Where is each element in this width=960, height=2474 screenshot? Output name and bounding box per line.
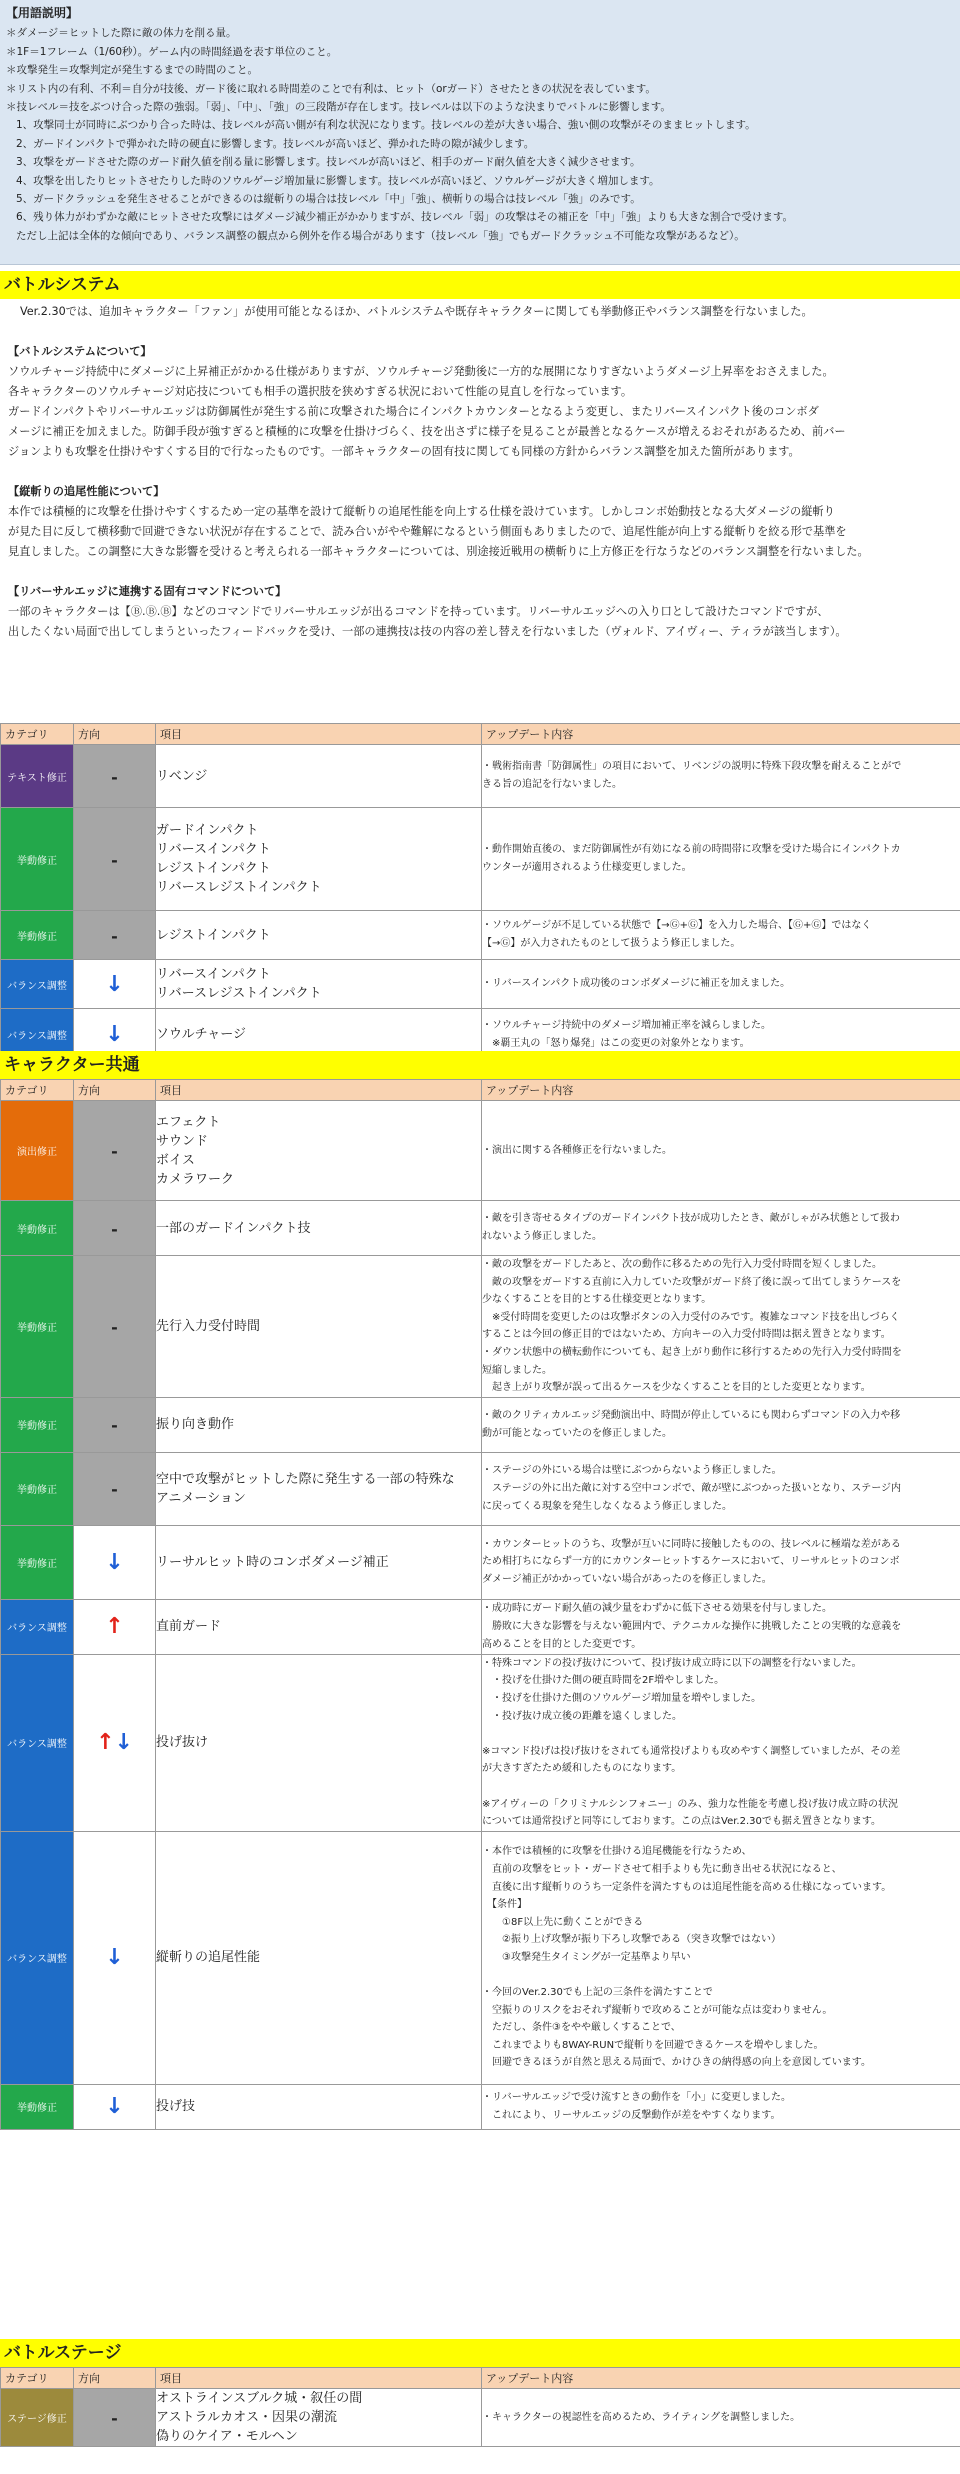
update-content-cell: [482, 1452, 960, 1525]
item-line: 投げ抜け: [156, 1735, 209, 1751]
direction-cell: [74, 1654, 156, 1831]
item-cell: [156, 808, 482, 911]
item-cell: [156, 1525, 482, 1599]
content-line: きる旨の追記を行ないました。: [482, 779, 622, 790]
item-cell: [156, 1654, 482, 1831]
content-line: ・敵を引き寄せるタイプのガードインパクト技が成功したとき、敵がしゃがみ状態として扱わ: [482, 1213, 900, 1225]
category-cell: 挙動修正: [1, 2084, 74, 2129]
header-item: 項目: [156, 2368, 482, 2389]
content-line: ・敵のクリティカルエッジ発動演出中、時間が停止しているにも関わらずコマンドの入力や移: [482, 1410, 901, 1422]
content-line: これまでよりも8WAY-RUNで縦斬りを回避できるケースを増やしました。: [482, 2039, 824, 2051]
table-row: [1, 1452, 960, 1525]
direction-cell: [74, 1101, 156, 1201]
item-line: リバースインパクト: [156, 967, 271, 982]
content-line: ため相打ちにならず一方的にカウンターヒットするケースにおいて、リーサルヒットのコンボ: [482, 1556, 900, 1568]
content-line: ・ソウルゲージが不足している状態で【→Ⓖ+Ⓖ】を入力した場合、【Ⓖ+Ⓖ】ではなく: [482, 920, 872, 932]
direction-cell: [74, 745, 156, 808]
battle-stage-table: [0, 2367, 960, 2447]
content-line: ・リバースインパクト成功後のコンボダメージに補正を加えました。: [482, 978, 791, 990]
header-direction: 方向: [74, 2368, 156, 2389]
prose-line: 出したくない局面で出してしまうといったフィードバックを受け、一部の連携技は技の内容の差し替えを行ないました（ヴォルド、アイヴィー、ティラが該当します）。: [8, 625, 847, 638]
glossary-line: 3、攻撃をガードさせた際のガード耐久値を削る量に影響します。技レベルが高いほど、相手のガード耐久値を大きく減少させます。: [16, 156, 641, 169]
dash-icon: -: [111, 926, 118, 946]
update-content-cell: [482, 808, 960, 911]
reversal-commands-text: [8, 602, 952, 642]
down-arrow-icon: ↓: [105, 2094, 124, 2120]
content-line: ただし、条件③をやや厳しくすることで、: [482, 2022, 681, 2034]
content-line: ①8F以上先に動くことができる: [482, 1916, 644, 1928]
item-line: 振り向き動作: [156, 1417, 235, 1433]
content-line: することは今回の修正目的ではないため、方向キーの入力受付時間は据え置きとなります。: [482, 1329, 891, 1341]
category-cell: 挙動修正: [1, 1525, 74, 1599]
content-line: ・投げを仕掛けた側の硬直時間を2F増やしました。: [482, 1675, 725, 1687]
content-line: ②振り上げ攻撃が振り下ろし攻撃である（突き攻撃ではない）: [482, 1934, 781, 1946]
table-row: [1, 960, 960, 1009]
content-line: 【→Ⓖ】が入力されたものとして扱うよう修正しました。: [482, 938, 741, 949]
glossary-title: 【用語説明】: [6, 6, 79, 20]
direction-cell: [74, 1831, 156, 2084]
item-cell: [156, 1201, 482, 1256]
content-line: ・キャラクターの視認性を高めるため、ライティングを調整しました。: [482, 2411, 801, 2423]
table-row: [1, 911, 960, 960]
update-content-cell: [482, 1101, 960, 1201]
table-row: [1, 1101, 960, 1201]
direction-cell: [74, 911, 156, 960]
update-content-cell: [482, 1599, 960, 1654]
item-line: レジストインパクト: [156, 861, 271, 876]
item-line: リベンジ: [156, 768, 208, 784]
header-item: 項目: [156, 724, 482, 745]
item-line: 偽りのケイア・モルヘン: [156, 2429, 298, 2444]
glossary-line: 1、攻撃同士が同時にぶつかり合った時は、技レベルが高い側が有利な状況になります。技レベルの差が大きい場合、強い側の攻撃がそのままヒットします。: [16, 119, 756, 132]
battle-system-table: [0, 723, 960, 1061]
content-line: れないよう修正しました。: [482, 1231, 602, 1242]
content-line: 高めることを目的とした変更です。: [482, 1638, 642, 1650]
table-row: [1, 1525, 960, 1599]
category-cell: ステージ修正: [1, 2389, 74, 2447]
down-arrow-icon: ↓: [105, 1022, 124, 1047]
item-line: 投げ技: [156, 2099, 196, 2115]
up-down-arrows-icon: [96, 1730, 133, 1755]
item-cell: [156, 2389, 482, 2447]
content-line: [482, 1778, 960, 1796]
table-row: [1, 1201, 960, 1256]
item-line: リバースレジストインパクト: [156, 880, 322, 895]
content-line: ・ダウン状態中の横転動作についても、起き上がり動作に移行するための先行入力受付時間を: [482, 1346, 902, 1358]
content-line: ※アイヴィーの「クリミナルシンフォニー」のみ、強力な性能を考慮し投げ抜け成立時の状況: [482, 1798, 898, 1810]
header-category: カテゴリ: [1, 1080, 74, 1101]
direction-cell: [74, 960, 156, 1009]
update-content-cell: [482, 960, 960, 1009]
item-cell: [156, 1256, 482, 1398]
direction-cell: [74, 1397, 156, 1452]
down-arrow-icon: ↓: [114, 1730, 133, 1756]
update-content-cell: [482, 1397, 960, 1452]
item-line: アニメーション: [156, 1490, 246, 1506]
item-line: 一部のガードインパクト技: [156, 1220, 311, 1236]
item-cell: [156, 960, 482, 1009]
content-line: 空振りのリスクをおそれず縦斬りで攻めることが可能な点は変わりません。: [482, 2004, 833, 2016]
dash-icon: -: [111, 1416, 118, 1436]
category-cell: 挙動修正: [1, 1452, 74, 1525]
direction-cell: [74, 1452, 156, 1525]
content-line: ・ソウルチャージ持続中のダメージ増加補正率を減らしました。: [482, 1019, 771, 1031]
update-content-cell: [482, 1256, 960, 1398]
category-cell: 挙動修正: [1, 1397, 74, 1452]
item-line: 直前ガード: [156, 1619, 222, 1635]
table-row: [1, 808, 960, 911]
header-direction: 方向: [74, 724, 156, 745]
table-row: [1, 745, 960, 808]
item-cell: [156, 1599, 482, 1654]
item-cell: [156, 1101, 482, 1201]
glossary-lines: [6, 24, 954, 245]
category-cell: バランス調整: [1, 1009, 74, 1061]
content-line: 【条件】: [482, 1899, 527, 1911]
battle-system-intro: Ver.2.30では、追加キャラクター「ファン」が使用可能となるほか、バトルシステムや既存キャラクターに関しても挙動修正やバランス調整を行ないました。: [20, 305, 813, 318]
update-content-cell: [482, 1525, 960, 1599]
item-line: リバースインパクト: [156, 842, 271, 857]
update-content-cell: [482, 745, 960, 808]
section-character-common: キャラクター共通: [0, 1051, 960, 1079]
item-line: リーサルヒット時のコンボダメージ補正: [156, 1554, 389, 1570]
content-line: ・演出に関する各種修正を行ないました。: [482, 1144, 672, 1156]
table-row: [1, 1397, 960, 1452]
glossary-line: 4、攻撃を出したりヒットさせたりした時のソウルゲージ増加量に影響します。技レベルが高いほど、ソウルゲージが大きく増加します。: [16, 174, 660, 187]
dash-icon: -: [111, 767, 118, 787]
glossary-line: 5、ガードクラッシュを発生させることができるのは縦斬りの場合は技レベル「中」「強」、横斬りの場合は技レベル「強」のみです。: [16, 193, 641, 206]
glossary-line: ただし上記は全体的な傾向であり、バランス調整の観点から例外を作る場合があります（技レベル「強」でもガードクラッシュ不可能な攻撃があるなど）。: [16, 229, 745, 242]
content-line: ※受付時間を変更したのは攻撃ボタンの入力受付のみです。複雑なコマンド技を出しづらく: [482, 1311, 900, 1323]
update-content-cell: [482, 911, 960, 960]
content-line: 短縮しました。: [482, 1364, 552, 1376]
content-line: [482, 1966, 960, 1984]
category-cell: 挙動修正: [1, 808, 74, 911]
content-line: ・リバーサルエッジで受け流すときの動作を「小」に変更しました。: [482, 2092, 791, 2104]
header-direction: 方向: [74, 1080, 156, 1101]
content-line: 少なくすることを目的とする仕様変更となります。: [482, 1294, 712, 1306]
content-line: 敵の攻撃をガードする直前に入力していた攻撃がガード終了後に誤って出てしまうケースを: [482, 1276, 902, 1288]
direction-cell: [74, 1201, 156, 1256]
item-line: ガードインパクト: [156, 823, 259, 838]
content-line: ・カウンターヒットのうち、攻撃が互いに同時に接触したものの、技レベルに極端な差がある: [482, 1538, 901, 1550]
content-line: 動が可能となっていたのを修正しました。: [482, 1427, 672, 1439]
up-arrow-icon: ↑: [105, 1614, 124, 1640]
vertical-tracking-heading: 【縦斬りの追尾性能について】: [8, 485, 165, 498]
item-line: リバースレジストインパクト: [156, 986, 322, 1001]
content-line: ・ステージの外にいる場合は壁にぶつからないよう修正しました。: [482, 1465, 782, 1477]
category-cell: 演出修正: [1, 1101, 74, 1201]
glossary-panel: [0, 0, 960, 265]
prose-line: が見た目に反して横移動で回避できない状況が存在することで、読み合いがやや難解になるという側面もありましたので、追尾性能が向上する縦斬りを絞る形で基準を: [8, 525, 847, 538]
category-cell: 挙動修正: [1, 911, 74, 960]
category-cell: バランス調整: [1, 1831, 74, 2084]
content-line: ・特殊コマンドの投げ抜けについて、投げ抜け成立時に以下の調整を行ないました。: [482, 1657, 862, 1669]
direction-cell: [74, 808, 156, 911]
update-content-cell: [482, 2389, 960, 2447]
dash-icon: -: [111, 2409, 118, 2428]
table-row: [1, 1599, 960, 1654]
table-row: [1, 2084, 960, 2129]
header-content: アップデート内容: [482, 2368, 960, 2389]
header-category: カテゴリ: [1, 724, 74, 745]
content-line: については通常投げと同等にしております。この点はVer.2.30でも据え置きとなります。: [482, 1816, 882, 1828]
content-line: ・投げ抜け成立後の距離を遠くしました。: [482, 1710, 682, 1722]
vertical-tracking-text: [8, 502, 952, 562]
direction-cell: [74, 1525, 156, 1599]
content-line: [482, 1725, 960, 1743]
about-battle-system-text: [8, 362, 952, 462]
up-arrow-icon: ↑: [96, 1730, 115, 1756]
content-line: ・本作では積極的に攻撃を仕掛ける追尾機能を行なうため、: [482, 1846, 752, 1858]
prose-line: 各キャラクターのソウルチャージ対応技についても相手の選択肢を狭めすぎる状況において性能の見直しを行なっています。: [8, 385, 633, 398]
content-line: ・戦術指南書「防御属性」の項目において、リベンジの説明に特殊下段攻撃を耐えることがで: [482, 761, 902, 773]
table-row: [1, 1654, 960, 1831]
item-line: 縦斬りの追尾性能: [156, 1950, 261, 1966]
prose-line: ガードインパクトやリバーサルエッジは防御属性が発生する前に攻撃された場合にインパクトカウンターとなるよう変更し、またリバースインパクト後のコンボダ: [8, 405, 819, 418]
item-cell: [156, 745, 482, 808]
content-line: ・成功時にガード耐久値の減少量をわずかに低下させる効果を付与しました。: [482, 1603, 832, 1615]
content-line: 回避できるほうが自然と思える局面で、かけひきの納得感の向上を意図しています。: [482, 2057, 871, 2069]
header-content: アップデート内容: [482, 1080, 960, 1101]
glossary-line: ＊ダメージ＝ヒットした際に敵の体力を削る量。: [6, 27, 237, 40]
dash-icon: -: [111, 1219, 118, 1239]
prose-line: ジョンよりも攻撃を仕掛けやすくする目的で行なったものです。一部キャラクターの固有技に関しても同様の方針からバランス調整を加えた箇所があります。: [8, 445, 800, 458]
character-common-table: [0, 1079, 960, 2130]
prose-line: メージに補正を加えました。防御手段が強すぎると積極的に攻撃を仕掛けづらく、技を出さずに様子を見ることが最善となるケースが増えるおそれがあるため、前バー: [8, 425, 846, 438]
category-cell: 挙動修正: [1, 1201, 74, 1256]
content-line: ステージの外に出た敵に対する空中コンボで、敵が壁にぶつかった扱いとなり、ステージ内: [482, 1482, 901, 1494]
content-line: ダメージ補正がかかっていない場合があったのを修正しました。: [482, 1574, 772, 1586]
direction-cell: [74, 2084, 156, 2129]
direction-cell: [74, 2389, 156, 2447]
content-line: ・敵の攻撃をガードしたあと、次の動作に移るための先行入力受付時間を短くしました。: [482, 1259, 882, 1270]
dash-icon: -: [111, 1142, 118, 1161]
content-line: ・投げを仕掛けた側のソウルゲージ増加量を増やしました。: [482, 1692, 762, 1704]
glossary-line: 6、残り体力がわずかな敵にヒットさせた攻撃にはダメージ減少補正がかかりますが、技レベル「弱」の攻撃はその補正を「中」「強」よりも大きな割合で受けます。: [16, 211, 794, 224]
content-line: に戻ってくる現象を発生しなくなるよう修正しました。: [482, 1500, 732, 1512]
table-row: [1, 1256, 960, 1398]
section-battle-system: バトルシステム: [0, 271, 960, 299]
update-content-cell: [482, 1654, 960, 1831]
header-category: カテゴリ: [1, 2368, 74, 2389]
prose-line: 一部のキャラクターは【Ⓑ.Ⓑ.Ⓑ】などのコマンドでリバーサルエッジが出るコマンドを持っています。リバーサルエッジへの入り口として設けたコマンドですが、: [8, 605, 829, 618]
glossary-line: ＊リスト内の有利、不利＝自分が技後、ガード後に取れる時間差のことで有利は、ヒット（orガード）させたときの状況を表しています。: [6, 82, 656, 95]
about-battle-system-heading: 【バトルシステムについて】: [8, 345, 152, 358]
item-line: エフェクト: [156, 1114, 221, 1130]
prose-line: 見直しました。この調整に大きな影響を受けると考えられる一部キャラクターについては、別途接近戦用の横斬りに上方修正を行なうなどのバランス調整を行ないました。: [8, 545, 869, 558]
header-item: 項目: [156, 1080, 482, 1101]
item-cell: [156, 1397, 482, 1452]
content-line: 直前の攻撃をヒット・ガードさせて相手よりも先に動き出せる状況になると、: [482, 1863, 842, 1875]
update-content-cell: [482, 2084, 960, 2129]
item-cell: [156, 911, 482, 960]
glossary-line: ＊技レベル＝技をぶつけ合った際の強弱。「弱」、「中」、「強」の三段階が存在します。技レベルは以下のような決まりでバトルに影響します。: [6, 101, 671, 114]
item-line: レジストインパクト: [156, 927, 271, 943]
item-line: 先行入力受付時間: [156, 1318, 261, 1334]
dash-icon: -: [111, 1317, 118, 1337]
content-line: ③攻撃発生タイミングが一定基準より早い: [482, 1951, 691, 1963]
glossary-line: ＊攻撃発生＝攻撃判定が発生するまでの時間のこと。: [6, 64, 258, 77]
prose-line: 本作では積極的に攻撃を仕掛けやすくするため一定の基準を設けて縦斬りの追尾性能を向上する仕様を設けています。しかしコンボ始動技となる大ダメージの縦斬り: [8, 505, 835, 518]
item-line: ソウルチャージ: [156, 1027, 246, 1042]
category-cell: バランス調整: [1, 1599, 74, 1654]
item-line: ボイス: [156, 1152, 195, 1168]
item-cell: [156, 2084, 482, 2129]
dash-icon: -: [111, 850, 118, 870]
item-cell: [156, 1831, 482, 2084]
item-cell: [156, 1452, 482, 1525]
item-line: カメラワーク: [156, 1171, 235, 1187]
update-content-cell: [482, 1201, 960, 1256]
dash-icon: -: [111, 1480, 118, 1500]
category-cell: バランス調整: [1, 960, 74, 1009]
item-line: 空中で攻撃がヒットした際に発生する一部の特殊な: [156, 1471, 455, 1487]
glossary-line: ＊1F＝1フレーム（1/60秒）。ゲーム内の時間経過を表す単位のこと。: [6, 45, 338, 58]
down-arrow-icon: ↓: [105, 1945, 124, 1971]
item-line: オストラインスブルク城・叙任の間: [156, 2391, 363, 2406]
down-arrow-icon: ↓: [105, 971, 124, 997]
table-row: [1, 1831, 960, 2084]
content-line: 勝敗に大きな影響を与えない範囲内で、テクニカルな操作に挑戦したことの実戦的な意義を: [482, 1620, 902, 1632]
content-line: ・動作開始直後の、まだ防御属性が有効になる前の時間帯に攻撃を受けた場合にインパクトカ: [482, 844, 901, 856]
glossary-line: 2、ガードインパクトで弾かれた時の硬直に影響します。技レベルが高いほど、弾かれた時の隙が減少します。: [16, 137, 535, 150]
content-line: ウンターが適用されるよう仕様変更しました。: [482, 862, 692, 873]
table-row: [1, 2389, 960, 2447]
direction-cell: [74, 1256, 156, 1398]
direction-cell: [74, 1599, 156, 1654]
category-cell: バランス調整: [1, 1654, 74, 1831]
content-line: 直後に出す縦斬りのうち一定条件を満たすものは追尾性能を高める仕様になっています。: [482, 1881, 892, 1893]
section-battle-stage: バトルステージ: [0, 2339, 960, 2367]
header-content: アップデート内容: [482, 724, 960, 745]
content-line: ※覇王丸の「怒り爆発」はこの変更の対象外となります。: [482, 1037, 750, 1049]
content-line: ※コマンド投げは投げ抜けをされても通常投げよりも攻めやすく調整していましたが、その差: [482, 1745, 901, 1757]
update-content-cell: [482, 1831, 960, 2084]
category-cell: 挙動修正: [1, 1256, 74, 1398]
content-line: ・今回のVer.2.30でも上記の三条件を満たすことで: [482, 1987, 713, 1999]
down-arrow-icon: ↓: [105, 1549, 124, 1575]
prose-line: ソウルチャージ持続中にダメージに上昇補正がかかる仕様がありますが、ソウルチャージ発動後に一方的な展開になりすぎないようダメージ上昇率をおさえました。: [8, 365, 834, 378]
item-line: サウンド: [156, 1133, 209, 1149]
content-line: これにより、リーサルエッジの反撃動作が差をやすくなります。: [482, 2109, 781, 2121]
category-cell: テキスト修正: [1, 745, 74, 808]
battle-system-prose: [0, 302, 960, 642]
content-line: が大きすぎたため緩和したものになります。: [482, 1763, 682, 1775]
item-line: アストラルカオス・因果の潮流: [156, 2410, 337, 2425]
content-line: 起き上がり攻撃が誤って出るケースを少なくすることを目的とした変更となります。: [482, 1382, 871, 1394]
reversal-commands-heading: 【リバーサルエッジに連携する固有コマンドについて】: [8, 585, 287, 598]
